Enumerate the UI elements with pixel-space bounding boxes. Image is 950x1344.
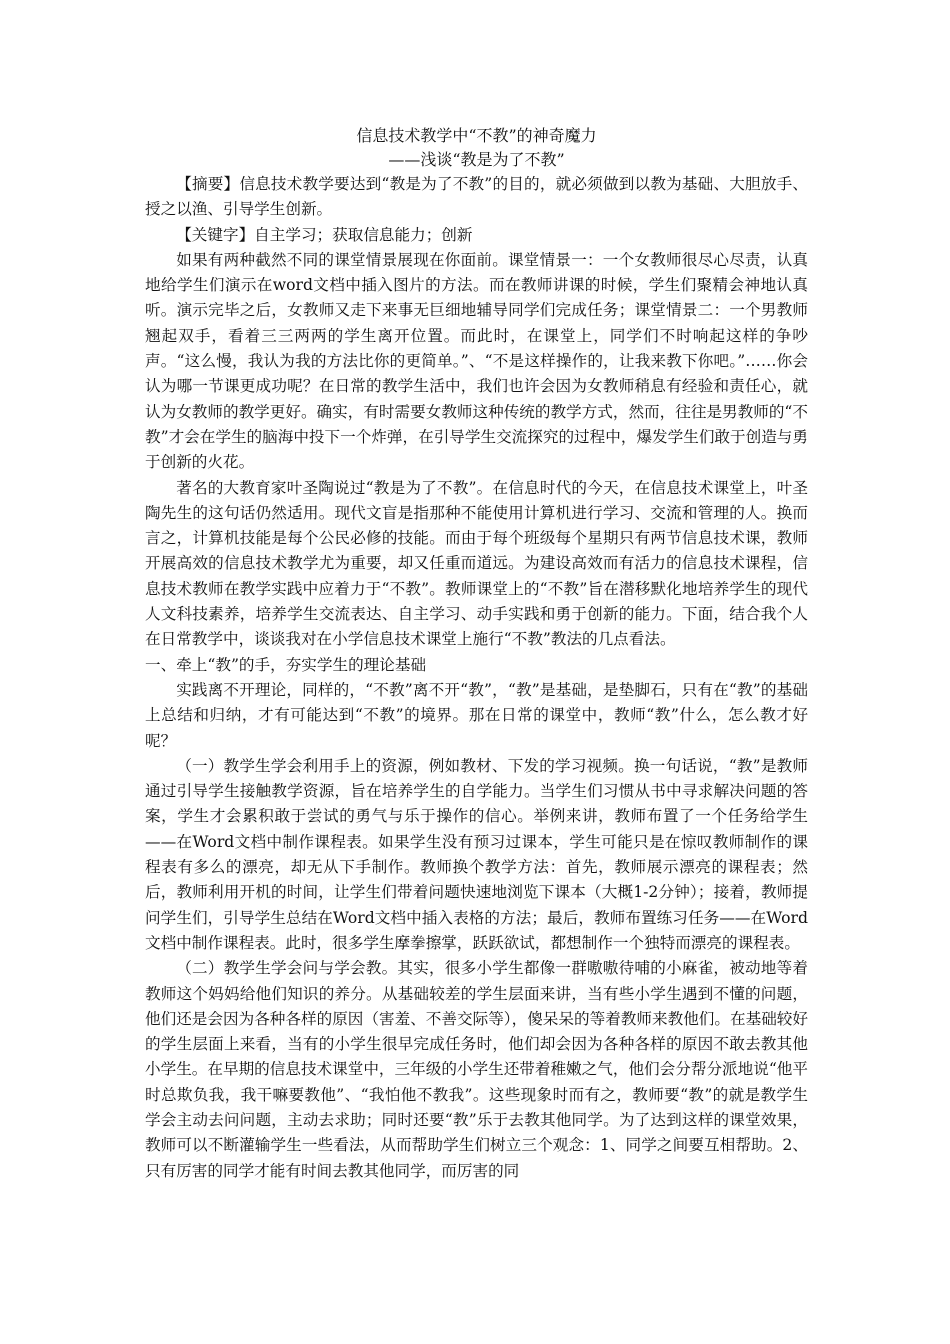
abstract-text: 信息技术教学要达到“教是为了不教”的目的，就必须做到以教为基础、大胆放手、授之以渔、引导学生创新。	[145, 175, 808, 219]
keywords-label: 【关键字】	[176, 225, 255, 244]
document-page	[145, 124, 808, 1184]
section-paragraph: （一）教学生学会利用手上的资源，例如教材、下发的学习视频。换一句话说，“教”是教师通过引导学生接触教学资源，旨在培养学生的自学能力。当学生们习惯从书中寻求解决问题的答案，学生才会累积敢于尝试的勇气与乐于操作的信心。举例来讲，教师布置了一个任务给学生——在Word文档中制作课程表。如果学生没有预习过课本，学生可能只是在惊叹教师制作的课程表有多么的漂亮，却无从下手制作。教师换个教学方法：首先，教师展示漂亮的课程表；然后，教师利用开机的时间，让学生们带着问题快速地浏览下课本（大概1-2分钟）；接着，教师提问学生们，引导学生总结在Word文档中插入表格的方法；最后，教师布置练习任务——在Word文档中制作课程表。此时，很多学生摩拳擦掌，跃跃欲试，都想制作一个独特而漂亮的课程表。	[145, 756, 808, 952]
body-paragraph: 著名的大教育家叶圣陶说过“教是为了不教”。在信息时代的今天，在信息技术课堂上，叶圣陶先生的这句话仍然适用。现代文盲是指那种不能使用计算机进行学习、交流和管理的人。换而言之，计算机技能是每个公民必修的技能。而由于每个班级每个星期只有两节信息技术课，教师开展高效的信息技术教学尤为重要，却又任重而道远。为建设高效而有活力的信息技术课程，信息技术教师在教学实践中应着力于“不教”。教师课堂上的“不教”旨在潜移默化地培养学生的现代人文科技素养，培养学生交流表达、自主学习、动手实践和勇于创新的能力。下面，结合我个人在日常教学中，谈谈我对在小学信息技术课堂上施行“不教”教法的几点看法。	[145, 478, 808, 649]
keywords-text: 自主学习；获取信息能力；创新	[254, 225, 473, 244]
section-paragraph: （二）教学生学会问与学会教。其实，很多小学生都像一群嗷嗷待哺的小麻雀，被动地等着教师这个妈妈给他们知识的养分。从基础较差的学生层面来讲，当有些小学生遇到不懂的问题，他们还是会因为各种各样的原因（害羞、不善交际等），傻呆呆的等着教师来教他们。在基础较好的学生层面上来看，当有的小学生很早完成任务时，他们却会因为各种各样的原因不敢去教其他小学生。在早期的信息技术课堂中，三年级的小学生还带着稚嫩之气，他们会分帮分派地说“他平时总欺负我，我干嘛要教他”、“我怕他不教我”。这些现象时而有之，教师要“教”的就是教学生学会主动去问问题，主动去求助；同时还要“教”乐于去教其他同学。为了达到这样的课堂效果，教师可以不断灌输学生一些看法，从而帮助学生们树立三个观念：1、同学之间要互相帮助。2、只有厉害的同学才能有时间去教其他同学，而厉害的同	[145, 959, 808, 1180]
section-heading: 一、牵上“教”的手，夯实学生的理论基础	[145, 655, 427, 674]
body-paragraph: 如果有两种截然不同的课堂情景展现在你面前。课堂情景一：一个女教师很尽心尽责，认真地给学生们演示在word文档中插入图片的方法。而在教师讲课的时候，学生们聚精会神地认真听。演示完毕之后，女教师又走下来事无巨细地辅导同学们完成任务；课堂情景二：一个男教师翘起双手，看着三三两两的学生离开位置。而此时，在课堂上，同学们不时响起这样的争吵声。“这么慢，我认为我的方法比你的更简单。”、“不是这样操作的，让我来教下你吧。”……你会认为哪一节课更成功呢？在日常的教学生活中，我们也许会因为女教师稍息有经验和责任心，就认为女教师的教学更好。确实，有时需要女教师这种传统的教学方式，然而，往往是男教师的“不教”才会在学生的脑海中投下一个炸弹，在引导学生交流探究的过程中，爆发学生们敢于创造与勇于创新的火花。	[145, 250, 808, 472]
document-subtitle: ——浅谈“教是为了不教”	[388, 150, 565, 169]
section-paragraph: 实践离不开理论，同样的，“不教”离不开“教”，“教”是基础，是垫脚石，只有在“教”的基础上总结和归纳，才有可能达到“不教”的境界。那在日常的课堂中，教师“教”什么，怎么教才好呢？	[145, 680, 808, 750]
document-title: 信息技术教学中“不教”的神奇魔力	[356, 126, 597, 145]
keywords-paragraph	[145, 223, 808, 248]
abstract-paragraph	[145, 172, 808, 223]
abstract-label: 【摘要】	[176, 175, 240, 193]
